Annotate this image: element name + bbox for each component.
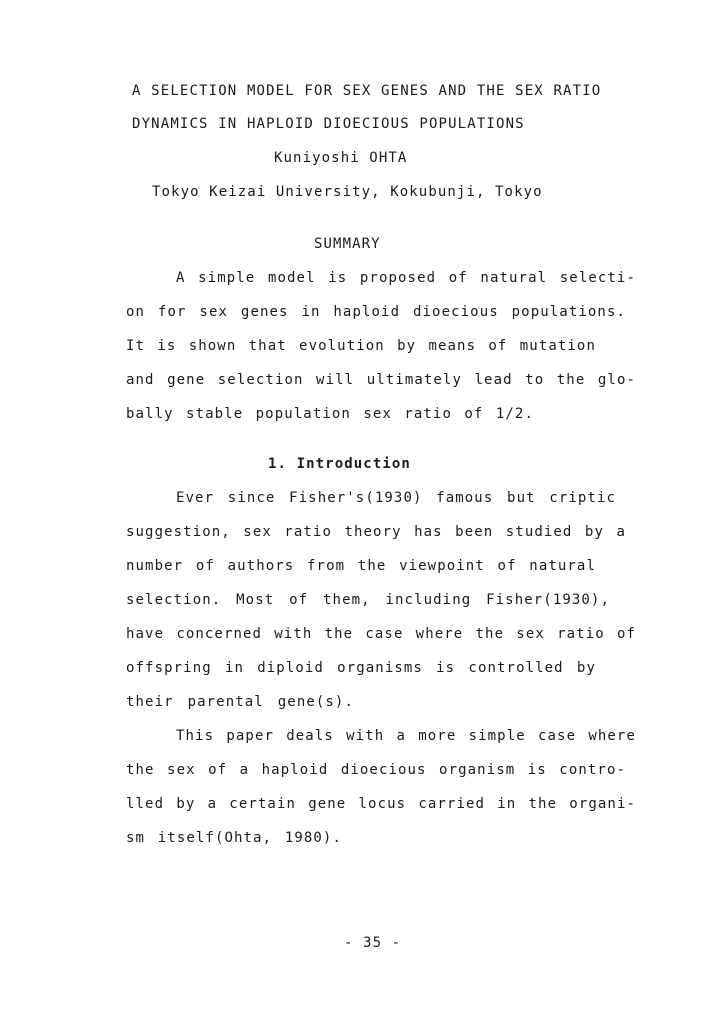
title-line-2: DYNAMICS IN HAPLOID DIOECIOUS POPULATIONS (132, 116, 525, 132)
section-heading: 1. Introduction (268, 456, 411, 472)
intro-line: This paper deals with a more simple case where (176, 728, 636, 744)
summary-line: A simple model is proposed of natural selecti- (176, 270, 636, 286)
page-number: - 35 - (344, 935, 402, 951)
intro-line: have concerned with the case where the sex ratio of (126, 626, 636, 642)
intro-line: sm itself(Ohta, 1980). (126, 830, 342, 846)
intro-line: number of authors from the viewpoint of natural (126, 558, 596, 574)
intro-line: selection. Most of them, including Fisher(1930), (126, 592, 610, 608)
intro-line: the sex of a haploid dioecious organism is contro- (126, 762, 626, 778)
title-line-1: A SELECTION MODEL FOR SEX GENES AND THE SEX RATIO (132, 83, 602, 99)
intro-line: suggestion, sex ratio theory has been studied by a (126, 524, 626, 540)
summary-line: and gene selection will ultimately lead to the glo- (126, 372, 636, 388)
intro-line: lled by a certain gene locus carried in the organi- (126, 796, 636, 812)
summary-line: It is shown that evolution by means of mutation (126, 338, 596, 354)
summary-line: on for sex genes in haploid dioecious populations. (126, 304, 626, 320)
intro-line: their parental gene(s). (126, 694, 354, 710)
summary-heading: SUMMARY (314, 236, 381, 252)
author-affiliation: Tokyo Keizai University, Kokubunji, Tokyo (152, 184, 543, 200)
author-name: Kuniyoshi OHTA (274, 150, 408, 166)
intro-line: Ever since Fisher's(1930) famous but criptic (176, 490, 616, 506)
intro-line: offspring in diploid organisms is controlled by (126, 660, 596, 676)
summary-line: bally stable population sex ratio of 1/2. (126, 406, 534, 422)
